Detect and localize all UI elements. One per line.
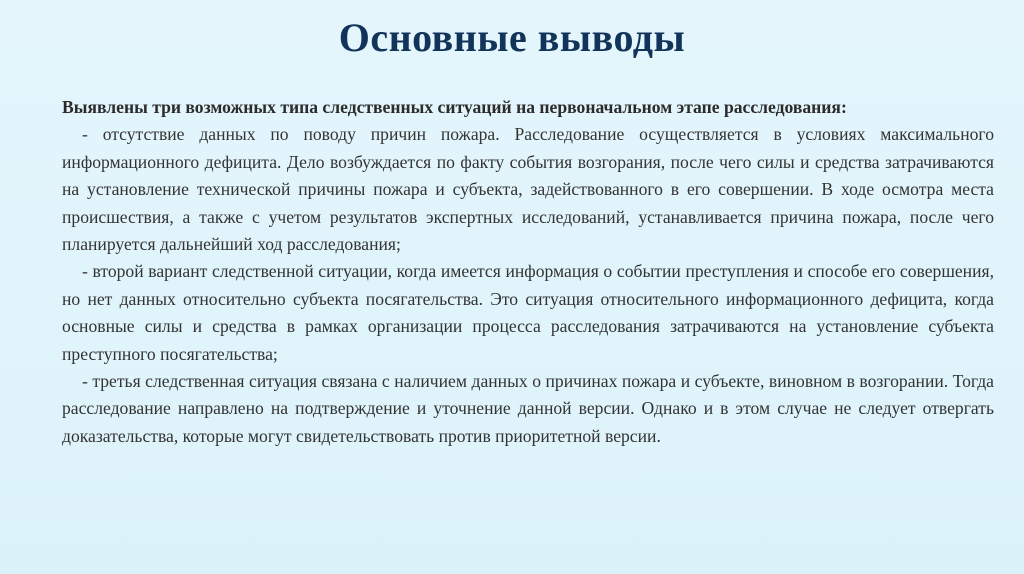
slide-title: Основные выводы	[338, 15, 686, 60]
situation-paragraph-2: - второй вариант следственной ситуации, когда имеется информация о событии преступления и способе его совершения, но нет данных относительно субъекта посягательства. Это ситуация относительного информационного дефицита, когда основные силы и средства в рамках организации процесса расследования затрачиваются на установление субъекта преступного посягательства;	[62, 261, 994, 364]
situation-paragraph-1: - отсутствие данных по поводу причин пожара. Расследование осуществляется в условиях максимального информационного дефицита. Дело возбуждается по факту события возгорания, после чего силы и средства затрачиваются на установление технической причины пожара и субъекта, задействованного в его совершении. В ходе осмотра места происшествия, а также с учетом результатов экспертных исследований, устанавливается причина пожара, после чего планируется дальнейший ход расследования;	[62, 124, 994, 255]
slide-content	[62, 94, 994, 450]
situation-paragraph-3: - третья следственная ситуация связана с наличием данных о причинах пожара и субъекте, виновном в возгорании. Тогда расследование направлено на подтверждение и уточнение данной версии. Однако и в этом случае не следует отвергать доказательства, которые могут свидетельствовать против приоритетной версии.	[62, 371, 994, 446]
intro-paragraph: Выявлены три возможных типа следственных ситуаций на первоначальном этапе расследования:	[62, 97, 847, 117]
